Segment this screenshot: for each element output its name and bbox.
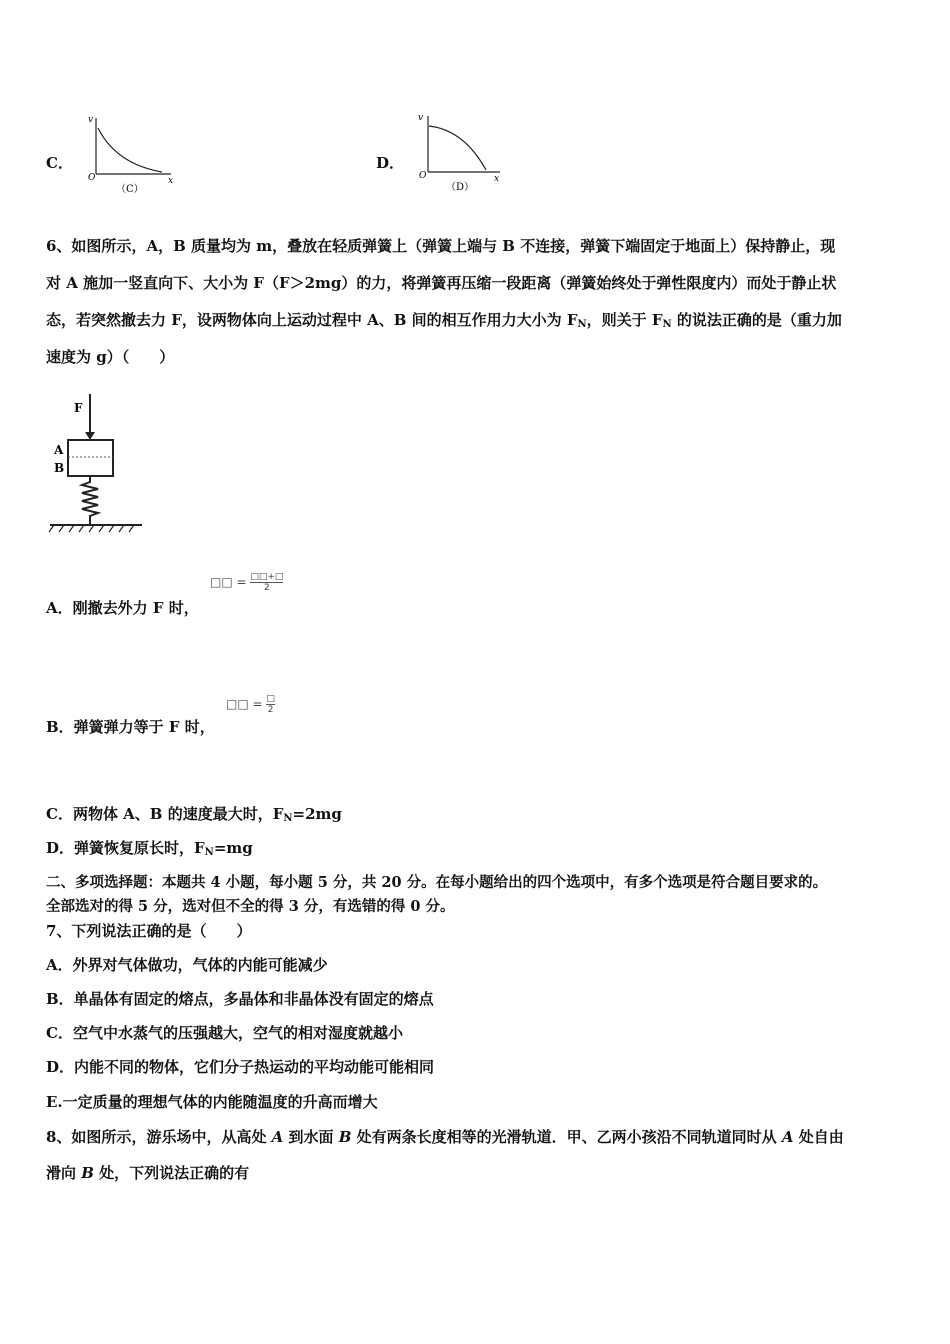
q6-stem-line1: 6、如图所示，A，B 质量均为 m，叠放在轻质弹簧上（弹簧上端与 B 不连接，弹簧下端固定于地面上）保持静止，现 bbox=[46, 237, 836, 255]
q6-option-c: C．两物体 A、B 的速度最大时，$F_N=2mg$ bbox=[46, 805, 342, 824]
q7-option-e: E.一定质量的理想气体的内能随温度的升高而增大 bbox=[46, 1093, 378, 1111]
q6-option-a: A．刚撤去外力 F 时， bbox=[46, 599, 199, 617]
q6-option-b-formula: □□ = □ 2 bbox=[226, 694, 275, 715]
q6-stem-line3: 态，若突然撤去力 F，设两物体向上运动过程中 A、B 间的相互作用力大小为 $F_N$，则关于 $F_N$ 的说法正确的是（重力加 bbox=[46, 311, 842, 330]
figure-label-f: F bbox=[74, 401, 83, 415]
q6-stem-line2: 对 A 施加一竖直向下、大小为 F（F＞2mg）的力，将弹簧再压缩一段距离（弹簧始终处于弹性限度内）而处于静止状 bbox=[46, 274, 837, 292]
graph-c bbox=[86, 112, 181, 197]
q7-option-a: A．外界对气体做功，气体的内能可能减少 bbox=[46, 956, 328, 974]
q7-stem: 7、下列说法正确的是（ ） bbox=[46, 922, 252, 940]
q6-option-a-formula: □□ = □□+□ 2 bbox=[210, 572, 284, 593]
graph-d-origin: O bbox=[419, 171, 427, 181]
q8-stem-line2: 滑向 B 处，下列说法正确的有 bbox=[46, 1164, 250, 1182]
section2-line2: 全部选对的得 5 分，选对但不全的得 3 分，有选错的得 0 分。 bbox=[46, 898, 455, 915]
q7-option-c: C．空气中水蒸气的压强越大，空气的相对湿度就越小 bbox=[46, 1024, 403, 1042]
graph-c-caption: （C） bbox=[116, 184, 144, 195]
q8-stem-line1: 8、如图所示，游乐场中，从高处 A 到水面 B 处有两条长度相等的光滑轨道．甲、乙两小孩沿不同轨道同时从 A 处自由 bbox=[46, 1128, 844, 1146]
graph-d-axis-x: x bbox=[494, 174, 500, 184]
graph-d bbox=[414, 110, 509, 195]
section2-line1: 二、多项选择题：本题共 4 小题，每小题 5 分，共 20 分。在每小题给出的四个选项中，有多个选项是符合题目要求的。 bbox=[46, 874, 828, 891]
graph-d-caption: （D） bbox=[446, 182, 475, 193]
q6-option-d: D．弹簧恢复原长时，$F_N=mg$ bbox=[46, 839, 253, 858]
q6-stem-line4: 速度为 g）（ ） bbox=[46, 348, 175, 366]
figure-label-b: B bbox=[54, 461, 65, 475]
graph-d-axis-v: v bbox=[418, 113, 424, 123]
graph-c-origin: O bbox=[88, 173, 96, 183]
q7-option-d: D．内能不同的物体，它们分子热运动的平均动能可能相同 bbox=[46, 1058, 435, 1076]
option-d-label: D． bbox=[376, 154, 405, 172]
q6-option-b: B．弹簧弹力等于 F 时， bbox=[46, 718, 215, 736]
q7-option-b: B．单晶体有固定的熔点，多晶体和非晶体没有固定的熔点 bbox=[46, 990, 434, 1008]
graph-c-axis-v: v bbox=[88, 115, 94, 125]
spring-blocks-figure bbox=[44, 388, 154, 538]
figure-label-a: A bbox=[54, 443, 64, 457]
graph-c-axis-x: x bbox=[168, 176, 174, 186]
option-c-label: C． bbox=[46, 154, 73, 172]
